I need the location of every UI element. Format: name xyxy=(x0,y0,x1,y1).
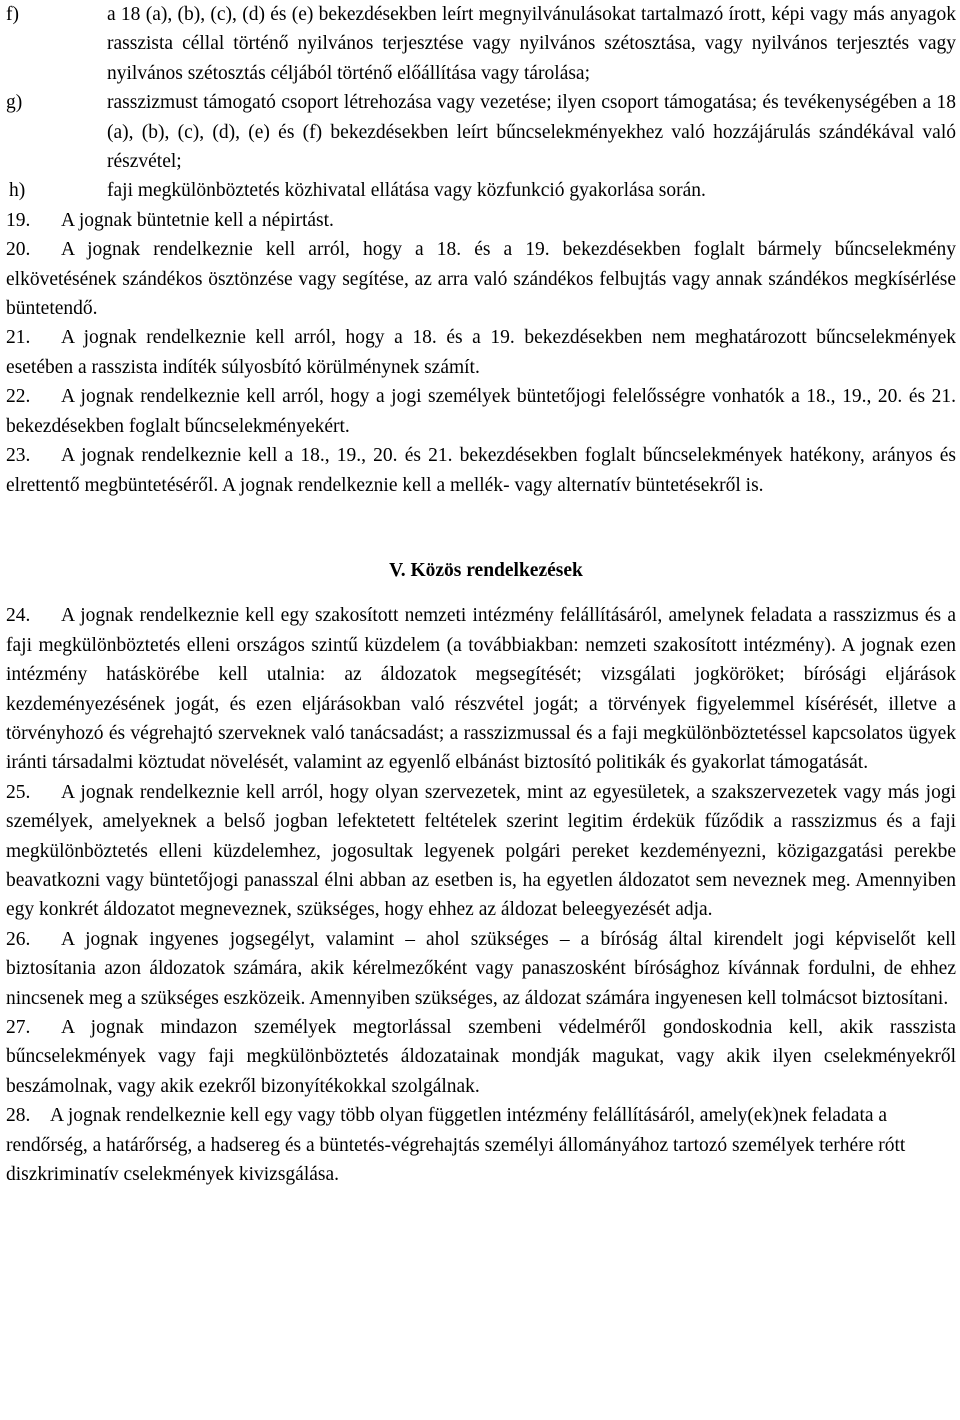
paragraph-number: 27. xyxy=(6,1017,31,1038)
paragraph-number: 24. xyxy=(6,605,31,627)
list-item-label: f) xyxy=(6,4,19,25)
paragraph-text: A jognak büntetnie kell a népirtást. xyxy=(61,209,334,231)
list-item-text: a 18 (a), (b), (c), (d) és (e) bekezdésekben leírt megnyilvánulásokat tartalmazó írott, képi vagy más anyagok rasszista céllal történő nyilvános terjesztése vagy nyilvános szétosztása, vagy nyilvános terjesztés vagy nyilvános szétosztás céljából történő előállítása vagy tárolása; xyxy=(107,4,956,84)
paragraph-20 xyxy=(6,235,956,323)
paragraph-text: A jognak rendelkeznie kell arról, hogy a jogi személyek büntetőjogi felelősségre vonhatók a 18., 19., 20. és 21. bekezdésekben foglalt bűncselekményekért. xyxy=(6,386,956,437)
paragraph-text: A jognak rendelkeznie kell egy vagy több olyan független intézmény felállításáról, amely(ek)nek feladata a rendőrség, a határőrség, a hadsereg és a büntetés-végrehajtás személyi állományához tartozó személyek terhére rótt diszkriminatív cselekmények kivizsgálása. xyxy=(6,1105,906,1186)
paragraph-text: A jognak rendelkeznie kell arról, hogy olyan szervezetek, mint az egyesületek, a szakszervezetek vagy más jogi személyek, amelyeknek a belső jogban lefektetett feltételek szerint legitim érdekük fűződik a rasszizmus és a faji megkülönböztetés elleni küzdelemhez, jogosultak legyenek polgári pereket kezdeményezni, közigazgatási perekbe beavatkozni vagy büntetőjogi panasszal élni abban az esetben is, ha egyetlen áldozatot sem neveznek meg. Amennyiben egy konkrét áldozatot megneveznek, szükséges, hogy ehhez az áldozat beleegyezését adja. xyxy=(6,781,956,921)
paragraph-text: A jognak rendelkeznie kell arról, hogy a 18. és a 19. bekezdésekben nem meghatározott bűncselekmények esetében a rasszista indíték súlyosbító körülménynek számít. xyxy=(6,327,956,378)
paragraph-text: A jognak mindazon személyek megtorlással szembeni védelméről gondoskodnia kell, akik rasszista bűncselekmények vagy faji megkülönböztetés áldozatainak mondják magukat, vagy akik ilyen cselekményekről beszámolnak, vagy akik ezekről bizonyítékokkal szolgálnak. xyxy=(6,1017,956,1097)
paragraph-26 xyxy=(6,925,956,1013)
paragraph-25 xyxy=(6,778,956,925)
list-item-label: g) xyxy=(6,92,23,114)
paragraph-text: A jognak ingyenes jogsegélyt, valamint – ahol szükséges – a bíróság által kirendelt jogi képviselőt kell biztosítania azon áldozatok számára, akik kérelmezőként vagy panaszosként bírósághoz kívánnak fordulni, de ehhez nincsenek meg a szükséges eszközeik. Amennyiben szükséges, az áldozat számára ingyenesen kell tolmácsot biztosítani. xyxy=(6,928,956,1009)
paragraph-24 xyxy=(6,601,956,777)
list-item-label: h) xyxy=(9,180,26,202)
list-item-f xyxy=(6,0,956,88)
list-item-text: faji megkülönböztetés közhivatal ellátása vagy közfunkció gyakorlása során. xyxy=(107,180,706,202)
paragraph-22 xyxy=(6,382,956,441)
paragraph-text: A jognak rendelkeznie kell arról, hogy a 18. és a 19. bekezdésekben foglalt bármely bűncselekmény elkövetésének szándékos ösztönzése vagy segítése, az arra való szándékos felbujtás vagy annak szándékos megkísérlése büntetendő. xyxy=(6,239,956,320)
paragraph-text: A jognak rendelkeznie kell egy szakosított nemzeti intézmény felállításáról, amelynek feladata a rasszizmus és a faji megkülönböztetés elleni országos szintű küzdelem (a továbbiakban: nemzeti szakosított intézmény). A jognak ezen intézmény hatáskörébe kell utalnia: az áldozatok megsegítését; vizsgálati jogköröket; bírósági eljárások kezdeményezésének jogát, és ezen eljárásokban való részvétel jogát; a törvények figyelemmel kísérését, illetve a törvényhozó és végrehajtó szerveknek való tanácsadást; a rasszizmussal és a faji megkülönböztetéssel kapcsolatos ügyek iránti társadalmi köztudat növelését, valamint az egyenlő elbánást biztosító politikák és gyakorlat támogatását. xyxy=(6,605,956,774)
paragraph-23 xyxy=(6,441,956,500)
paragraph-28 xyxy=(6,1101,956,1189)
list-item-h xyxy=(6,176,956,205)
paragraph-21 xyxy=(6,323,956,382)
list-item-g xyxy=(6,88,956,176)
section-title: V. Közös rendelkezések xyxy=(389,559,583,581)
document-page xyxy=(6,0,956,1189)
paragraph-number: 23. xyxy=(6,445,31,467)
paragraph-number: 28. xyxy=(6,1105,31,1127)
paragraph-text: A jognak rendelkeznie kell a 18., 19., 20. és 21. bekezdésekben foglalt bűncselekmények hatékony, arányos és elrettentő megbüntetéséről. A jognak rendelkeznie kell a mellék- vagy alternatív büntetésekről is. xyxy=(6,445,956,496)
paragraph-27 xyxy=(6,1013,956,1101)
paragraph-number: 25. xyxy=(6,781,31,803)
paragraph-number: 20. xyxy=(6,239,31,261)
paragraph-number: 22. xyxy=(6,386,31,408)
list-item-text: rasszizmust támogató csoport létrehozása vagy vezetése; ilyen csoport támogatása; és tevékenységében a 18 (a), (b), (c), (d), (e) és (f) bekezdésekben leírt bűncselekményekhez való hozzájárulás szándékával való részvétel; xyxy=(107,92,956,173)
paragraph-number: 19. xyxy=(6,209,31,231)
paragraph-number: 21. xyxy=(6,327,31,349)
paragraph-number: 26. xyxy=(6,928,31,950)
paragraph-19 xyxy=(6,206,956,235)
